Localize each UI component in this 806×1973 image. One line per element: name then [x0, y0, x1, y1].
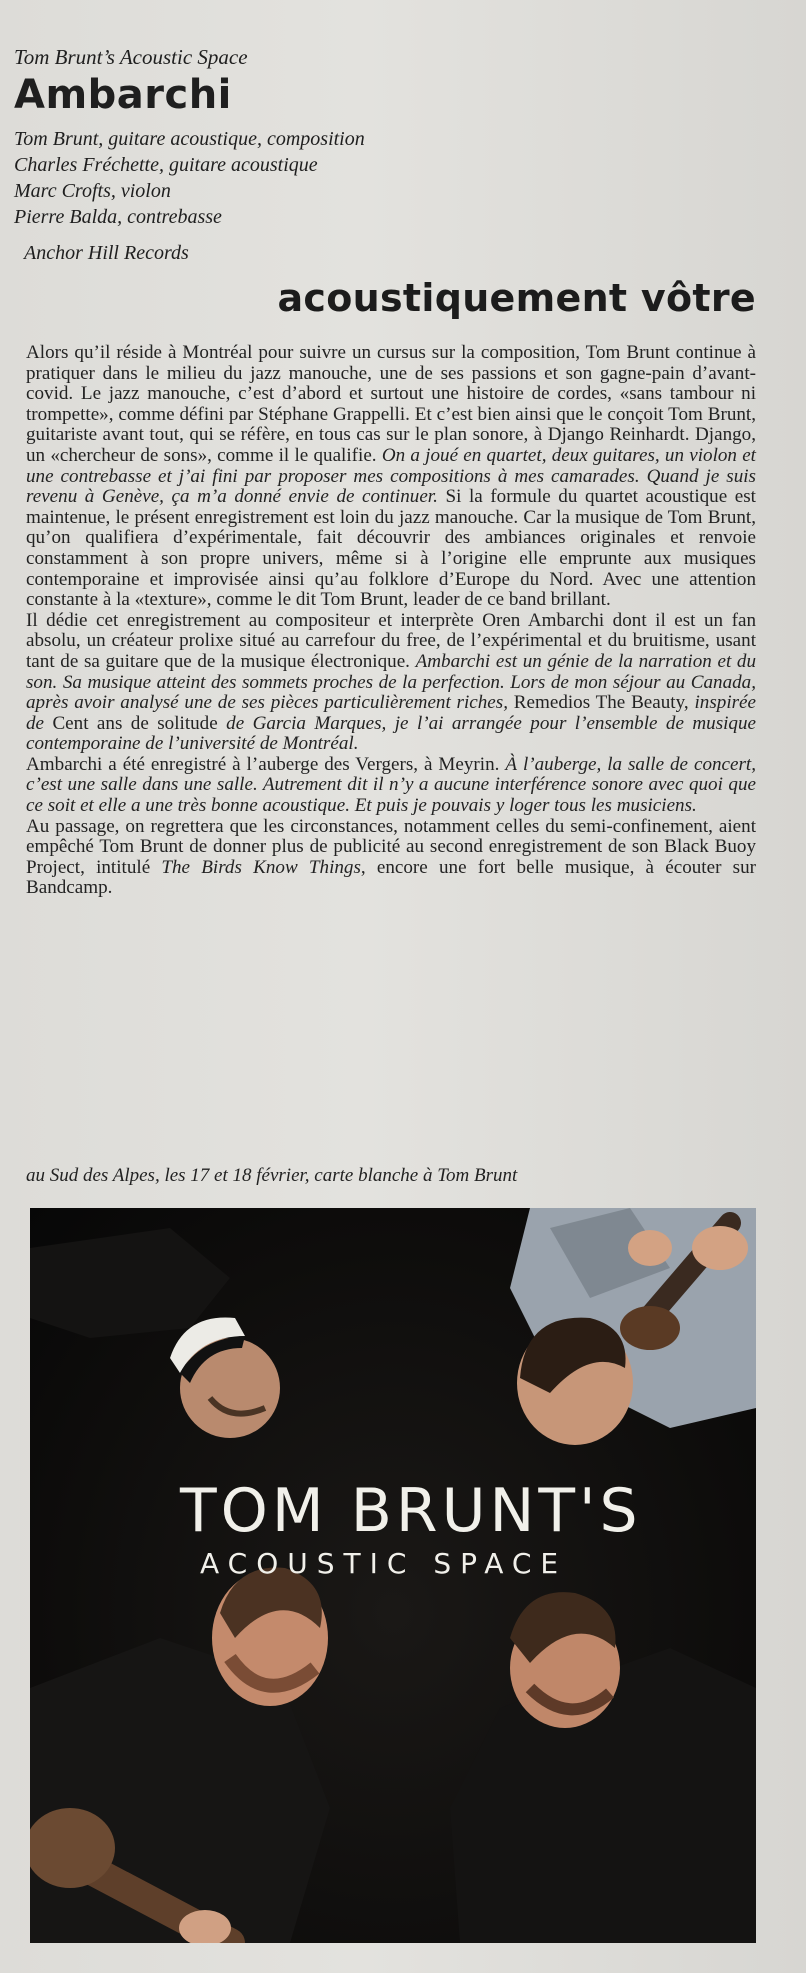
quote-run: On a joué en quartet, deux guitares, un violon et une contrebasse et j’ai fini par proposer mes compositions à mes camarades. Quand je suis revenu à Genève, ça m’a donné envie de continuer. [26, 444, 756, 508]
text-run: Si la formule du quartet acoustique est maintenue, le présent enregistrement est loin du jazz manouche. Car la musique de Tom Brunt, qu’on qualifiera d’expérimentale, fait découvrir des ambiances originales et renvoie constamment à son propre univers, même si à l’origine elle emprunte aux musiques contemporaine et improvisée ainsi qu’au folklore d’Europe du Nord. Avec une attention constante à la «texture», comme le dit Tom Brunt, leader de ce band brillant. [26, 486, 756, 611]
text-run: Remedios The Beauty, [508, 692, 695, 714]
musician-bottom-left [30, 1568, 330, 1943]
cover-title [180, 1476, 700, 1582]
text-run: Alors qu’il réside à Montréal pour suivre un cursus sur la composition, Tom Brunt continue à pratiquer dans le milieu du jazz manouche, une de ses passions et son gagne-pain d’avant-covid. Le jazz manouche, c’est d’abord et surtout une histoire de cordes, «sans tambour ni trompette», comme défini par Stéphane Grappelli. Et c’est bien ainsi que le conçoit Tom Brunt, guitariste avant tout, qui se réfère, en tous cas sur le plan sonore, à Django Reinhardt. Django, un «chercheur de sons», comme il le qualifie. [26, 342, 756, 466]
musician-bottom-right [450, 1592, 756, 1943]
credit-line: Pierre Balda, contrebasse [14, 206, 222, 228]
article-paragraph [26, 343, 756, 611]
album-cover-photo [30, 1208, 756, 1943]
quote-run: Ambarchi est un génie de la narration et du son. Sa musique atteint des sommets proches de la perfection. Lors de mon séjour au Canada, après avoir analysé une de ses pièces particulièrement riches, [26, 650, 756, 714]
article-paragraph [26, 611, 756, 755]
album-title: Ambarchi [14, 72, 232, 118]
text-run: Cent ans de solitude [44, 712, 227, 734]
article-headline: acoustiquement vôtre [277, 276, 756, 320]
record-label: Anchor Hill Records [24, 242, 189, 264]
article-paragraph [26, 817, 756, 899]
article-body [26, 343, 756, 899]
musician-top-right [510, 1208, 756, 1445]
review-header [14, 44, 794, 266]
credit-line: Charles Fréchette, guitare acoustique [14, 154, 318, 176]
event-note: au Sud des Alpes, les 17 et 18 février, carte blanche à Tom Brunt [26, 1165, 518, 1186]
musician-top-left [30, 1228, 280, 1438]
title-run: The Birds Know Things [161, 856, 361, 878]
cover-band-name: TOM BRUNT'S [180, 1476, 642, 1546]
credits-list [14, 126, 794, 230]
quote-run: À l’auberge, la salle de concert, c’est une salle dans une salle. Autrement dit il n’y a aucune interférence sonore avec quoi que ce soit et elle a une très bonne acoustique. Et puis je pouvais y loger tous les musiciens. [26, 753, 756, 817]
article-paragraph [26, 755, 756, 817]
credit-line: Marc Crofts, violon [14, 180, 171, 202]
text-run: , encore une fort belle musique, à écouter sur Bandcamp. [26, 856, 756, 899]
text-run: Au passage, on regrettera que les circonstances, notamment celles du semi-confinement, aient empêché Tom Brunt de donner plus de publicité au second enregistrement de son Black Buoy Project, intitulé [26, 815, 756, 878]
credit-line: Tom Brunt, guitare acoustique, composition [14, 128, 365, 150]
quote-run: inspirée de [26, 692, 756, 734]
cover-subtitle: ACOUSTIC SPACE [200, 1547, 568, 1580]
text-run: Il dédie cet enregistrement au compositeur et interprète Oren Ambarchi dont il est un fan absolu, un créateur prolixe situé au carrefour du free, de l’expérimental et du bruitisme, usant tant de sa guitare que de la musique électronique. [26, 609, 756, 672]
text-run: Ambarchi a été enregistré à l’auberge des Vergers, à Meyrin. [26, 753, 506, 775]
band-name: Tom Brunt’s Acoustic Space [14, 45, 248, 69]
quote-run: de Garcia Marques, je l’ai arrangée pour l’ensemble de musique contemporaine de l’université de Montréal. [26, 712, 756, 755]
